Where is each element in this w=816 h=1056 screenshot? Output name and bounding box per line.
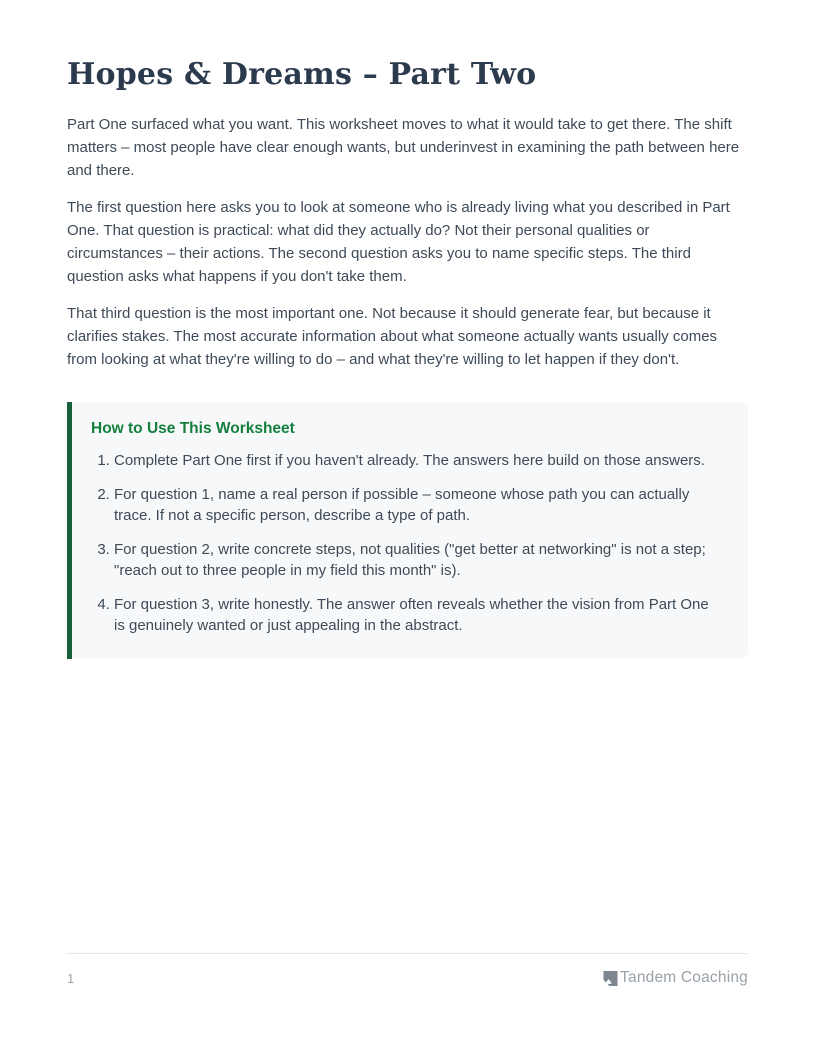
- list-item: 2. For question 1, name a real person if possible – someone whose path you can actually trace. If not a specific person, describe a type of path.: [114, 484, 722, 527]
- intro-paragraph-1: Part One surfaced what you want. This worksheet moves to what it would take to get there. The shift matters – most people have clear enough wants, but underinvest in examining the path between here and there.: [67, 116, 740, 179]
- page-title: Hopes & Dreams – Part Two: [67, 57, 537, 92]
- intro-paragraph-3: That third question is the most important one. Not because it should generate fear, but because it clarifies stakes. The most accurate information about what someone actually wants usually comes from looking at what they're willing to do – and what they're willing to let happen if they don't.: [67, 305, 718, 368]
- list-item: 4. For question 3, write honestly. The answer often reveals whether the vision from Part One is genuinely wanted or just appealing in the abstract.: [114, 594, 722, 637]
- brand-logo: [602, 969, 748, 987]
- brand-name: Tandem Coaching: [620, 969, 748, 986]
- callout-instruction-list: [91, 450, 722, 637]
- page-number: 1: [67, 970, 75, 986]
- callout-heading: How to Use This Worksheet: [91, 420, 295, 437]
- how-to-use-callout: [67, 402, 748, 659]
- list-item: 1. Complete Part One first if you haven't already. The answers here build on those answers.: [114, 450, 722, 472]
- page-footer: [67, 953, 748, 987]
- broken-image-icon: [602, 970, 619, 987]
- intro-paragraph-2: The first question here asks you to look at someone who is already living what you described in Part One. That question is practical: what did they actually do? Not their personal qualities or circumstances – their actions. The second question asks you to name specific steps. The third question asks what happens if you don't take them.: [67, 199, 730, 285]
- list-item: 3. For question 2, write concrete steps, not qualities ("get better at networking" is not a step; "reach out to three people in my field this month" is).: [114, 539, 722, 582]
